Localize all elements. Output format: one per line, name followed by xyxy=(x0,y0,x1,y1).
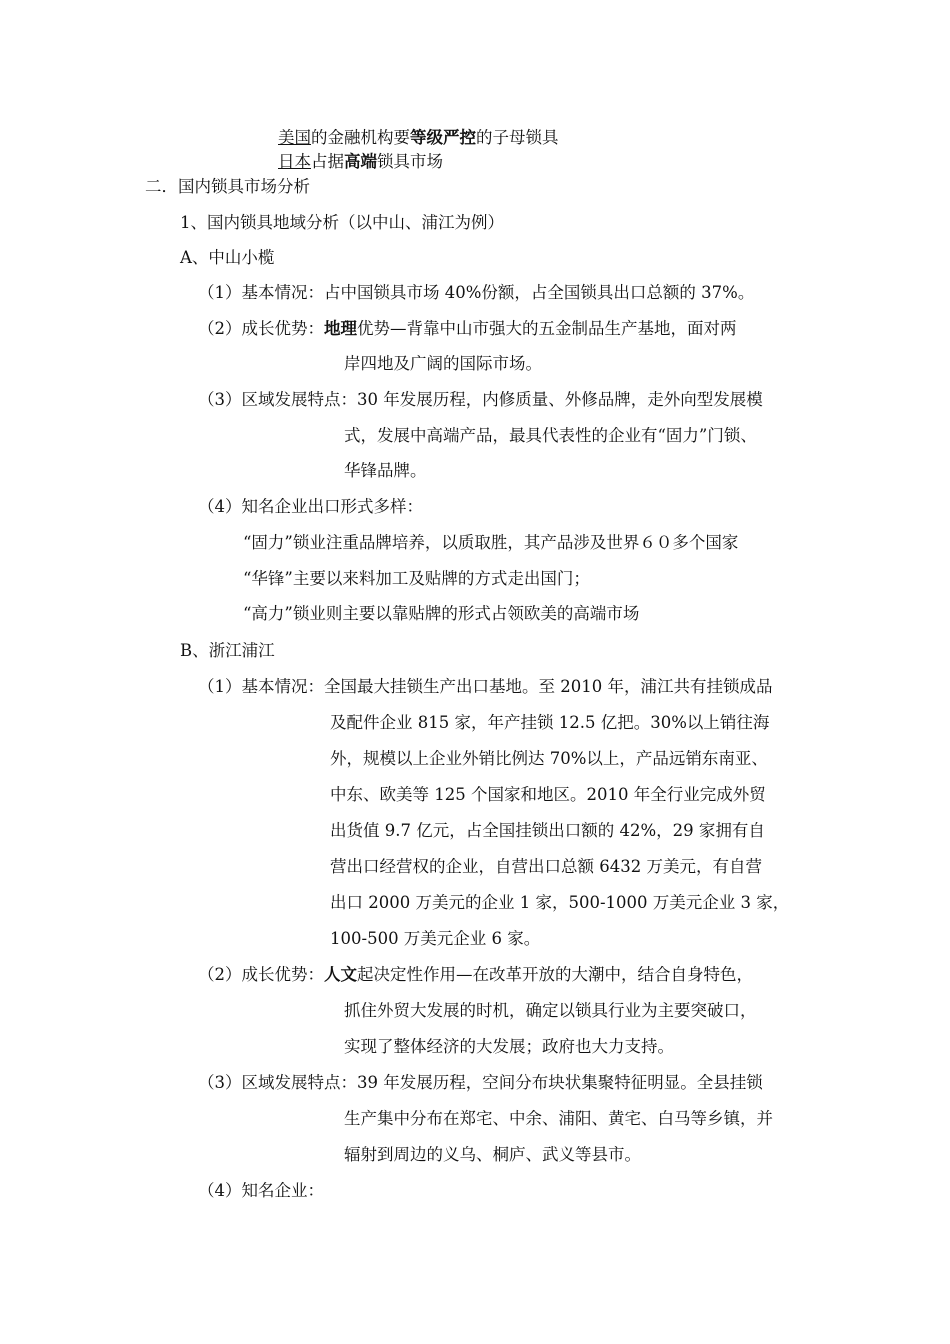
region-b-p1-line2: 及配件企业 815 家，年产挂锁 12.5 亿把。30%以上销往海 xyxy=(330,713,770,732)
region-b-p1-line5: 出货值 9.7 亿元，占全国挂锁出口额的 42%，29 家拥有自 xyxy=(330,821,765,840)
intro-text: 的金融机构要 xyxy=(311,128,410,147)
intro-line-usa xyxy=(278,127,559,149)
region-a-p3-line3: 华锋品牌。 xyxy=(344,461,427,480)
intro-bold: 等级严控 xyxy=(410,128,476,147)
intro-bold: 高端 xyxy=(344,152,377,171)
p2-text: 优势—背靠中山市强大的五金制品生产基地，面对两 xyxy=(357,319,737,338)
intro-text: 占据 xyxy=(311,152,344,171)
region-b-p3-line3: 辐射到周边的义乌、桐庐、武义等县市。 xyxy=(344,1145,641,1164)
section-heading: 二．国内锁具市场分析 xyxy=(145,177,310,196)
p2-bold: 人文 xyxy=(324,965,357,984)
region-b-heading: B、浙江浦江 xyxy=(180,641,275,660)
region-b-p1-line8: 100-500 万美元企业 6 家。 xyxy=(330,929,541,948)
p2-prefix: （2）成长优势： xyxy=(198,965,324,984)
region-a-p4-item1: “固力”锁业注重品牌培养，以质取胜，其产品涉及世界６０多个国家 xyxy=(243,533,739,552)
region-b-p2-line2: 抓住外贸大发展的时机，确定以锁具行业为主要突破口， xyxy=(344,1001,757,1020)
region-a-heading: A、中山小榄 xyxy=(180,248,275,267)
region-a-p4: （4）知名企业出口形式多样： xyxy=(198,497,423,516)
region-b-p3-line1: （3）区域发展特点：39 年发展历程，空间分布块状集聚特征明显。全县挂锁 xyxy=(198,1073,763,1092)
p2-prefix: （2）成长优势： xyxy=(198,319,324,338)
region-a-p3-line1: （3）区域发展特点：30 年发展历程，内修质量、外修品牌，走外向型发展模 xyxy=(198,390,763,409)
region-a-p4-item2: “华锋”主要以来料加工及贴牌的方式走出国门； xyxy=(243,569,590,588)
region-a-p2-line2: 岸四地及广阔的国际市场。 xyxy=(344,354,542,373)
region-b-p2-line3: 实现了整体经济的大发展；政府也大力支持。 xyxy=(344,1037,674,1056)
region-b-p4: （4）知名企业： xyxy=(198,1181,324,1200)
region-b-p1-line4: 中东、欧美等 125 个国家和地区。2010 年全行业完成外贸 xyxy=(330,785,766,804)
region-b-p1-line6: 营出口经营权的企业，自营出口总额 6432 万美元，有自营 xyxy=(330,857,762,876)
region-b-p2-line1 xyxy=(198,964,753,986)
p2-bold: 地理 xyxy=(324,319,357,338)
subsection-heading: 1、国内锁具地域分析（以中山、浦江为例） xyxy=(180,213,504,232)
region-b-p1-line1: （1）基本情况：全国最大挂锁生产出口基地。至 2010 年，浦江共有挂锁成品 xyxy=(198,677,773,696)
intro-text: 锁具市场 xyxy=(377,152,443,171)
region-b-p3-line2: 生产集中分布在郑宅、中余、浦阳、黄宅、白马等乡镇，并 xyxy=(344,1109,773,1128)
p2-text: 起决定性作用—在改革开放的大潮中，结合自身特色， xyxy=(357,965,753,984)
region-a-p1: （1）基本情况：占中国锁具市场 40%份额，占全国锁具出口总额的 37%。 xyxy=(198,283,755,302)
region-a-p4-item3: “高力”锁业则主要以靠贴牌的形式占领欧美的高端市场 xyxy=(243,604,640,623)
intro-text: 的子母锁具 xyxy=(476,128,559,147)
country-usa: 美国 xyxy=(278,128,311,147)
region-a-p3-line2: 式，发展中高端产品，最具代表性的企业有“固力”门锁、 xyxy=(344,426,757,445)
region-b-p1-line7: 出口 2000 万美元的企业 1 家，500-1000 万美元企业 3 家， xyxy=(330,893,790,912)
intro-line-japan xyxy=(278,151,443,173)
country-japan: 日本 xyxy=(278,152,311,171)
region-b-p1-line3: 外，规模以上企业外销比例达 70%以上，产品远销东南亚、 xyxy=(330,749,768,768)
region-a-p2-line1 xyxy=(198,318,737,340)
